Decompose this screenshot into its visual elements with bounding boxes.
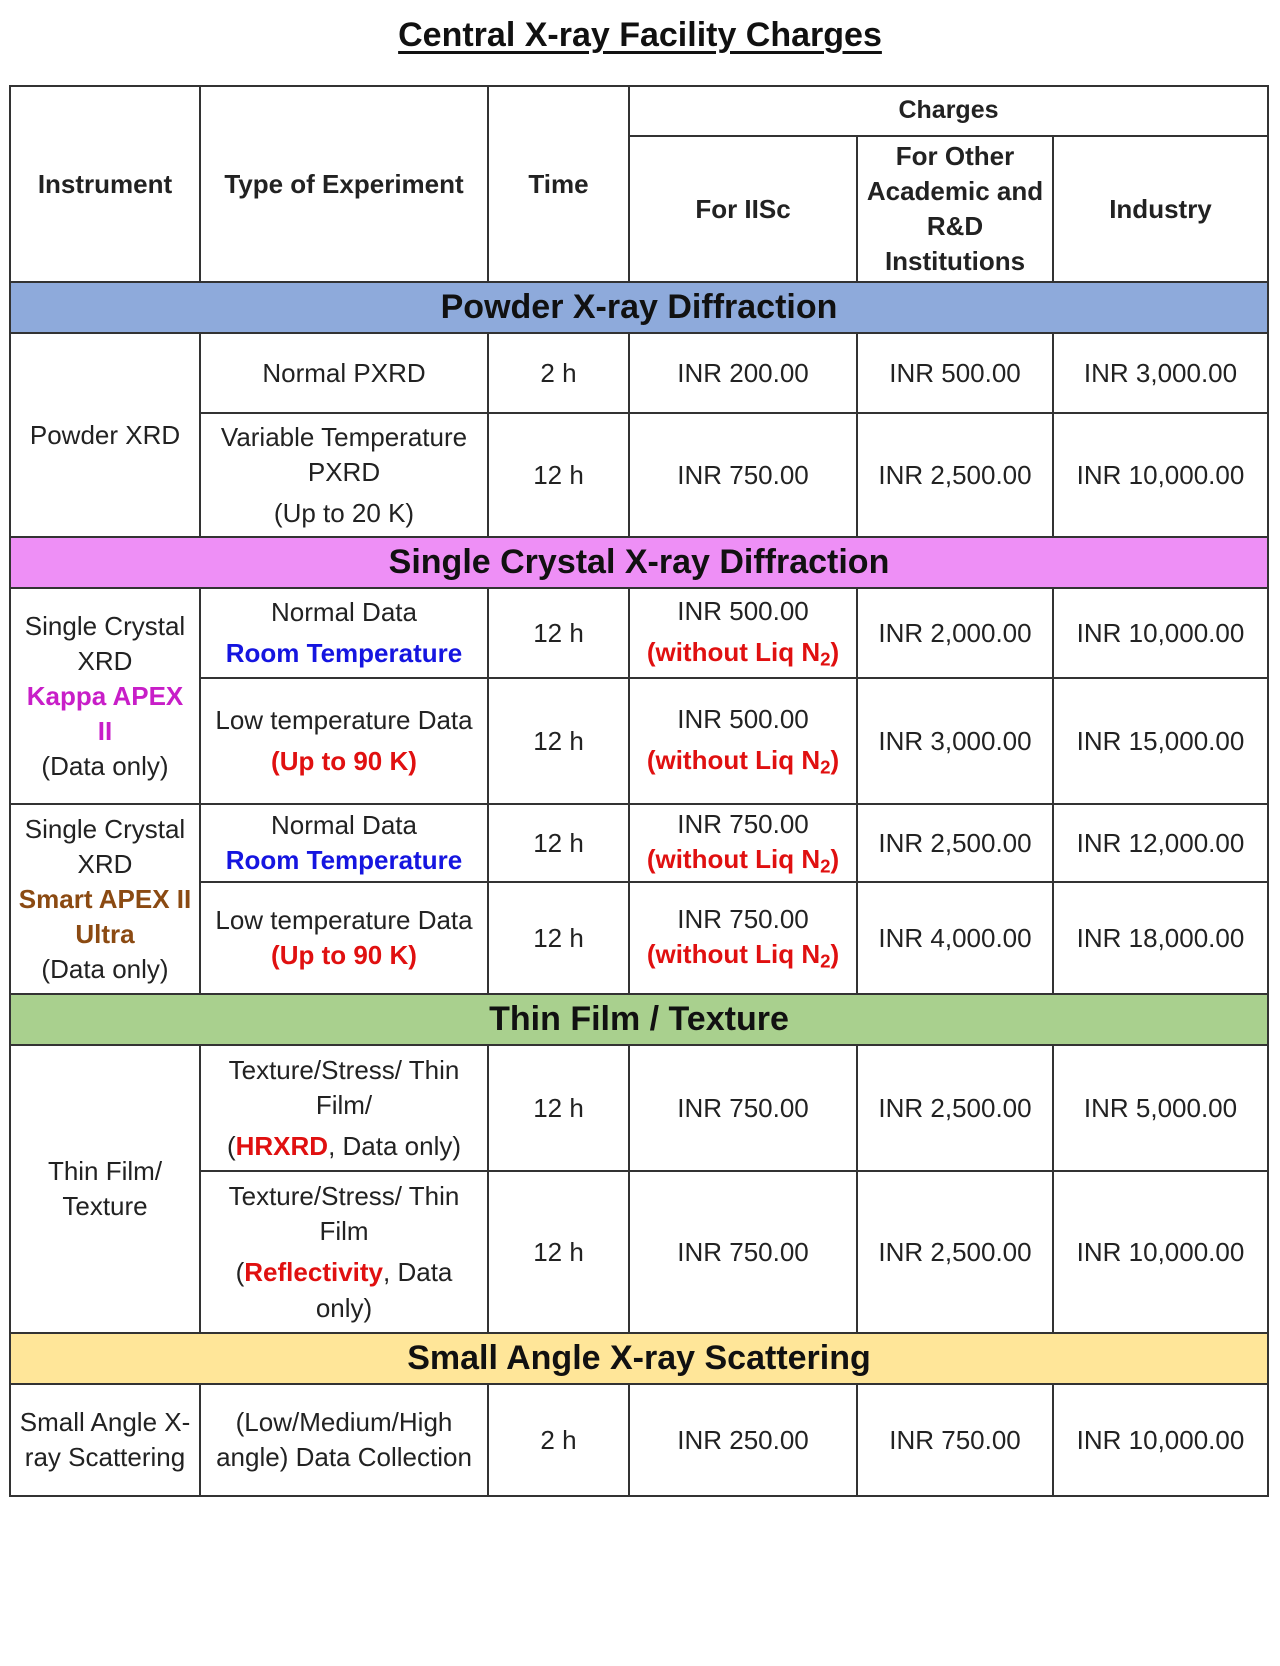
- iisc-charge-value: INR 500.00: [677, 704, 809, 735]
- table-row: [10, 588, 1268, 678]
- header-charges: Charges: [629, 86, 1268, 136]
- header-for-iisc: For IISc: [629, 136, 857, 282]
- header-row: [10, 86, 1268, 136]
- instrument-line: Single Crystal XRD: [24, 813, 186, 879]
- experiment-cell: [200, 588, 488, 678]
- industry-charge-cell: INR 10,000.00: [1053, 1384, 1268, 1496]
- note-subscript: 2: [820, 649, 831, 671]
- time-cell: 12 h: [488, 1171, 629, 1333]
- note-rest: , Data only): [315, 1257, 453, 1323]
- header-time: Time: [488, 86, 629, 282]
- iisc-charge-note: [636, 842, 850, 879]
- note-close: ): [830, 844, 840, 875]
- table-row: [10, 1384, 1268, 1496]
- note-subscript: 2: [820, 757, 831, 779]
- note-rest: , Data only): [328, 1130, 462, 1161]
- experiment-cell: (Low/Medium/High angle) Data Collection: [200, 1384, 488, 1496]
- industry-charge-cell: INR 10,000.00: [1053, 1171, 1268, 1333]
- experiment-condition: Room Temperature: [225, 638, 463, 669]
- experiment-note: [207, 1255, 481, 1325]
- instrument-thin-film: Thin Film/ Texture: [10, 1045, 200, 1333]
- time-cell: 2 h: [488, 1384, 629, 1496]
- experiment-line: Normal Data: [271, 597, 417, 628]
- section-row-powder: [10, 282, 1268, 333]
- iisc-charge-note: [636, 635, 850, 672]
- instrument-note: (Data only): [41, 954, 169, 985]
- experiment-cell: Normal PXRD: [200, 333, 488, 413]
- experiment-condition: Room Temperature: [225, 845, 463, 876]
- industry-charge-cell: INR 10,000.00: [1053, 413, 1268, 537]
- experiment-cell: [200, 413, 488, 537]
- header-for-other: For Other Academic and R&D Institutions: [857, 136, 1053, 282]
- table-row: [10, 804, 1268, 882]
- note-open: (: [226, 1130, 236, 1161]
- table-row: [10, 1045, 1268, 1171]
- iisc-charge-cell: INR 200.00: [629, 333, 857, 413]
- experiment-cell: [200, 1045, 488, 1171]
- experiment-condition: (Up to 90 K): [271, 746, 417, 777]
- iisc-charge-cell: [629, 804, 857, 882]
- instrument-powder-xrd: Powder XRD: [10, 333, 200, 537]
- other-charge-cell: INR 2,500.00: [857, 1045, 1053, 1171]
- other-charge-cell: INR 2,000.00: [857, 588, 1053, 678]
- industry-charge-cell: INR 5,000.00: [1053, 1045, 1268, 1171]
- experiment-line: Low temperature Data: [215, 905, 473, 936]
- table-row: [10, 333, 1268, 413]
- experiment-cell: [200, 1171, 488, 1333]
- instrument-saxs: Small Angle X-ray Scattering: [10, 1384, 200, 1496]
- note-text: (without Liq N: [646, 745, 821, 776]
- industry-charge-cell: INR 10,000.00: [1053, 588, 1268, 678]
- iisc-charge-cell: [629, 882, 857, 994]
- experiment-cell: [200, 804, 488, 882]
- instrument-line: Single Crystal XRD: [24, 610, 186, 676]
- other-charge-cell: INR 750.00: [857, 1384, 1053, 1496]
- instrument-smart-apex: [10, 804, 200, 994]
- instrument-model-name: Kappa APEX II: [26, 680, 184, 746]
- section-title-powder: Powder X-ray Diffraction: [10, 282, 1268, 333]
- instrument-kappa-apex: [10, 588, 200, 804]
- other-charge-cell: INR 2,500.00: [857, 1171, 1053, 1333]
- other-charge-cell: INR 3,000.00: [857, 678, 1053, 804]
- industry-charge-cell: INR 18,000.00: [1053, 882, 1268, 994]
- iisc-charge-cell: [629, 678, 857, 804]
- time-cell: 12 h: [488, 588, 629, 678]
- other-charge-cell: INR 2,500.00: [857, 413, 1053, 537]
- instrument-model-name: Smart APEX II Ultra: [18, 883, 192, 949]
- iisc-charge-value: INR 750.00: [677, 809, 809, 840]
- experiment-line: Texture/Stress/ Thin Film/: [228, 1054, 460, 1120]
- experiment-condition: (Up to 90 K): [271, 940, 417, 971]
- time-cell: 2 h: [488, 333, 629, 413]
- industry-charge-cell: INR 3,000.00: [1053, 333, 1268, 413]
- other-charge-cell: INR 500.00: [857, 333, 1053, 413]
- section-row-thin-film: [10, 994, 1268, 1045]
- note-subscript: 2: [820, 856, 831, 878]
- other-charge-cell: INR 2,500.00: [857, 804, 1053, 882]
- section-row-saxs: [10, 1333, 1268, 1384]
- note-close: ): [830, 745, 840, 776]
- iisc-charge-cell: INR 750.00: [629, 1171, 857, 1333]
- page-title: Central X-ray Facility Charges: [398, 16, 882, 54]
- header-type-of-experiment: Type of Experiment: [200, 86, 488, 282]
- experiment-line: Variable Temperature PXRD: [220, 421, 468, 487]
- iisc-charge-note: [636, 743, 850, 780]
- experiment-cell: [200, 882, 488, 994]
- iisc-charge-note: [636, 937, 850, 974]
- header-industry: Industry: [1053, 136, 1268, 282]
- time-cell: 12 h: [488, 1045, 629, 1171]
- experiment-technique: Reflectivity: [244, 1257, 384, 1288]
- experiment-note: (Up to 20 K): [273, 497, 415, 528]
- note-close: ): [830, 637, 840, 668]
- experiment-note: [207, 1129, 481, 1164]
- experiment-line: Texture/Stress/ Thin Film: [228, 1181, 460, 1247]
- experiment-line: Low temperature Data: [215, 705, 473, 736]
- time-cell: 12 h: [488, 882, 629, 994]
- section-title-saxs: Small Angle X-ray Scattering: [10, 1333, 1268, 1384]
- note-text: (without Liq N: [646, 939, 821, 970]
- iisc-charge-cell: INR 750.00: [629, 1045, 857, 1171]
- section-title-single-crystal: Single Crystal X-ray Diffraction: [10, 537, 1268, 588]
- note-text: (without Liq N: [646, 844, 821, 875]
- iisc-charge-cell: [629, 588, 857, 678]
- other-charge-cell: INR 4,000.00: [857, 882, 1053, 994]
- section-title-thin-film: Thin Film / Texture: [10, 994, 1268, 1045]
- note-open: (: [235, 1257, 245, 1288]
- experiment-technique: HRXRD: [235, 1130, 329, 1161]
- time-cell: 12 h: [488, 678, 629, 804]
- note-close: ): [830, 939, 840, 970]
- header-instrument: Instrument: [10, 86, 200, 282]
- industry-charge-cell: INR 12,000.00: [1053, 804, 1268, 882]
- iisc-charge-value: INR 750.00: [677, 904, 809, 935]
- time-cell: 12 h: [488, 413, 629, 537]
- iisc-charge-cell: INR 250.00: [629, 1384, 857, 1496]
- experiment-cell: [200, 678, 488, 804]
- iisc-charge-cell: INR 750.00: [629, 413, 857, 537]
- time-cell: 12 h: [488, 804, 629, 882]
- note-text: (without Liq N: [646, 637, 821, 668]
- instrument-note: (Data only): [41, 751, 169, 782]
- experiment-line: Normal Data: [271, 810, 417, 841]
- note-subscript: 2: [820, 951, 831, 973]
- charges-table: [9, 85, 1269, 1497]
- industry-charge-cell: INR 15,000.00: [1053, 678, 1268, 804]
- iisc-charge-value: INR 500.00: [677, 596, 809, 627]
- section-row-single-crystal: [10, 537, 1268, 588]
